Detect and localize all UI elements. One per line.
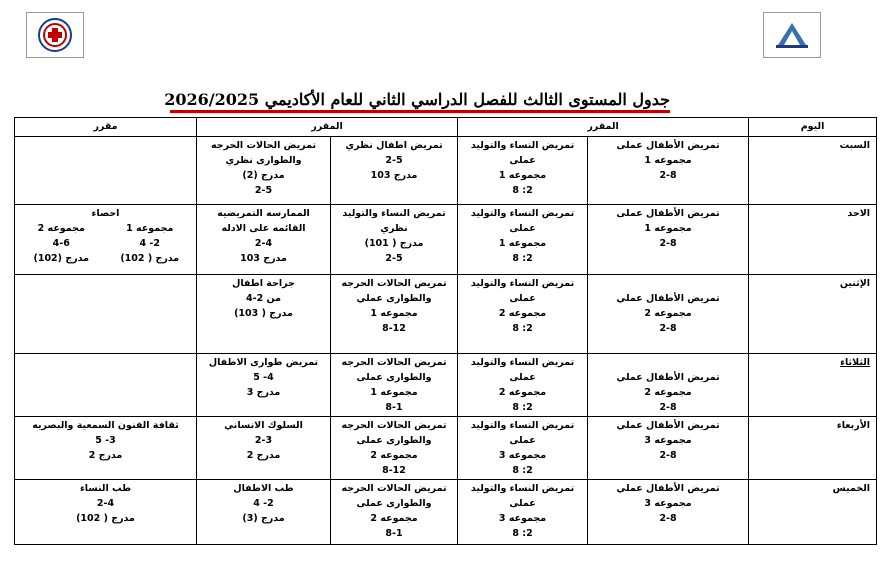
cell-text: مجموعه 2: [498, 387, 547, 398]
cell-text: مدرج 103: [240, 253, 287, 264]
cell-text: تمريض طوارى الاطفال: [208, 357, 319, 368]
table-row: [15, 205, 877, 275]
cell-text: القائمه على الادله: [221, 223, 306, 234]
cell-text: 3- 5: [95, 435, 116, 446]
cell-text: والطوارى عملي: [356, 293, 432, 304]
cell-text: مجموعه 1: [644, 223, 692, 234]
cell-text: من 2-4: [246, 293, 281, 304]
cell-text: مدرج ( 102): [120, 253, 180, 264]
header-course-3: مقرر: [15, 118, 197, 137]
course-cell: [458, 275, 588, 354]
header-row: [15, 118, 877, 137]
cell-text: تمريض الحالات الحرجه: [341, 420, 447, 431]
cell-text: عملى: [509, 372, 536, 383]
cell-text: تمريض الأطفال عملى: [616, 140, 720, 151]
cell-text: 2: 8: [512, 402, 533, 413]
cell-text: والطوارى نظري: [225, 155, 302, 166]
cell-text: مجموعه 1: [370, 387, 418, 398]
cell-text: تمريض الحالات الحرجه: [341, 357, 447, 368]
cell-text: مجموعه 2: [370, 450, 418, 461]
cell-text: 8-12: [382, 465, 406, 476]
day-label: الثلاثاء: [840, 357, 871, 368]
cell-text: تمريض الأطفال عملي: [616, 293, 720, 304]
table-row: [15, 137, 877, 205]
cell-text: 4- 5: [253, 372, 274, 383]
cell-text: الممارسه التمريضيه: [217, 208, 310, 219]
cell-text: تمريض الحالات الحرجه: [210, 140, 317, 151]
header-course-2: المقرر: [197, 118, 458, 137]
course-cell: [15, 275, 197, 354]
cell-text: تمريض الحالات الحرجه: [341, 278, 447, 289]
day-label: الخميس: [832, 483, 871, 494]
cell-text: مجموعه 1: [644, 155, 692, 166]
course-cell: [331, 137, 458, 205]
cell-text: تمريض النساء والتوليد: [470, 420, 575, 431]
cell-text: مجموعه 1: [498, 238, 547, 249]
header-course-1: المقرر: [458, 118, 749, 137]
day-cell: [749, 354, 877, 417]
cell-text: عملى: [509, 155, 536, 166]
cell-text: 2-5: [385, 253, 403, 264]
course-cell: [197, 354, 331, 417]
day-label: الإثنين: [839, 278, 871, 289]
cell-text: والطوارى عملى: [356, 435, 432, 446]
cell-text: والطوارى عملى: [356, 498, 432, 509]
course-cell: [15, 137, 197, 205]
cell-text: تمريض الأطفال عملى: [616, 208, 720, 219]
cell-text: ثقافة الفنون السمعية والبصريه: [32, 420, 179, 431]
cell-text: تمريض الأطفال عملي: [616, 420, 720, 431]
course-cell: [588, 480, 749, 545]
cell-text: مدرج 2: [246, 450, 281, 461]
day-cell: [749, 275, 877, 354]
cell-text: 2: 8: [512, 465, 533, 476]
group-2: [17, 221, 106, 266]
course-cell: [15, 417, 197, 480]
course-cell: [458, 137, 588, 205]
course-cell: [458, 417, 588, 480]
faculty-logo: [763, 12, 821, 58]
cell-text: 2-3: [254, 435, 273, 446]
course-cell: [197, 275, 331, 354]
cell-text: مدرج ( 102): [76, 513, 135, 524]
course-cell: [588, 275, 749, 354]
cell-text: تمريض النساء والتوليد: [470, 208, 575, 219]
cell-text: مدرج 3: [246, 387, 281, 398]
cell-text: عملى: [509, 498, 536, 509]
cell-text: 4-6: [52, 238, 70, 249]
cell-text: مجموعه 2: [644, 387, 692, 398]
cell-text: مجموعه 1: [126, 223, 174, 234]
cell-text: 2- 4: [139, 238, 160, 249]
cell-text: 2-4: [96, 498, 115, 509]
schedule-table: [14, 117, 877, 545]
cell-text: تمريض الأطفال عملي: [616, 483, 720, 494]
course-cell: [197, 480, 331, 545]
cell-text: 2-8: [659, 323, 677, 334]
cell-text: تمريض الحالات الحرجه: [341, 483, 447, 494]
course-cell: [15, 354, 197, 417]
course-cell: [15, 205, 197, 275]
cell-text: 2-4: [254, 238, 273, 249]
cell-text: مجموعه 2: [370, 513, 418, 524]
cell-text: تمريض النساء والتوليد: [342, 208, 446, 219]
cell-text: مجموعه 3: [498, 513, 547, 524]
cell-text: 2- 4: [253, 498, 274, 509]
course-cell: [588, 354, 749, 417]
cell-text: [590, 355, 746, 370]
cell-text: مجموعه 2: [644, 308, 692, 319]
cell-text: 2-8: [659, 450, 677, 461]
cell-text: مدرج 2: [88, 450, 123, 461]
cell-text: 2: 8: [512, 253, 533, 264]
group-1: [106, 221, 195, 266]
cell-text: مدرج ( 103): [234, 308, 293, 319]
cell-text: مجموعه 2: [37, 223, 85, 234]
day-cell: [749, 417, 877, 480]
cell-text: عملى: [509, 435, 536, 446]
cell-text: مجموعه 2: [498, 308, 547, 319]
course-cell: [331, 275, 458, 354]
course-cell: [331, 417, 458, 480]
table-row: [15, 354, 877, 417]
cell-text: مجموعه 3: [644, 498, 692, 509]
cell-text: مدرج ( 101): [364, 238, 424, 249]
cell-text: مدرج (3): [242, 513, 285, 524]
cell-text: مدرج (2): [242, 170, 285, 181]
cell-text: 2-5: [254, 185, 273, 196]
cell-text: تمريض النساء والتوليد: [470, 140, 575, 151]
course-cell: [458, 205, 588, 275]
cell-text: مجموعه 3: [498, 450, 547, 461]
course-cell: [197, 137, 331, 205]
cell-text: مدرج 103: [370, 170, 418, 181]
cell-text: نظري: [380, 223, 408, 234]
day-label: الاحد: [847, 208, 871, 219]
cell-text: تمريض النساء والتوليد: [470, 483, 575, 494]
course-cell: [331, 480, 458, 545]
day-label: الأربعاء: [836, 420, 871, 431]
table-row: [15, 480, 877, 545]
cell-text: 2-5: [385, 155, 403, 166]
cell-text: 2-8: [659, 513, 677, 524]
course-cell: [197, 205, 331, 275]
cell-text: 8-1: [385, 402, 403, 413]
cell-text: عملى: [509, 293, 536, 304]
course-cell: [588, 137, 749, 205]
cell-text: جراحة اطفال: [232, 278, 295, 289]
cell-text: مجموعه 1: [498, 170, 547, 181]
cell-text: احصاء: [91, 208, 120, 219]
cell-text: 2: 8: [512, 528, 533, 539]
cell-text: 2-8: [659, 170, 677, 181]
day-cell: [749, 205, 877, 275]
course-cell: [15, 480, 197, 545]
day-cell: [749, 480, 877, 545]
course-cell: [331, 205, 458, 275]
cell-text: السلوك الانساني: [224, 420, 303, 431]
cell-text: مدرج (102): [33, 253, 90, 264]
cell-text: [590, 276, 746, 291]
course-cell: [197, 417, 331, 480]
day-cell: [749, 137, 877, 205]
cell-text: مجموعه 1: [370, 308, 418, 319]
cell-text: مجموعه 3: [644, 435, 692, 446]
cell-text: طب النساء: [79, 483, 132, 494]
cell-text: 2-8: [659, 238, 677, 249]
day-label: السبت: [839, 140, 871, 151]
course-cell: [588, 417, 749, 480]
cell-text: 8-1: [385, 528, 403, 539]
university-logo: [26, 12, 84, 58]
course-cell: [331, 354, 458, 417]
header-day: اليوم: [749, 118, 877, 137]
course-cell: [458, 354, 588, 417]
cell-text: طب الاطفال: [233, 483, 294, 494]
split-groups: [17, 221, 194, 266]
cell-text: والطوارى عملى: [356, 372, 432, 383]
cell-text: تمريض اطفال نظري: [345, 140, 443, 151]
table-row: [15, 417, 877, 480]
cell-text: 8-12: [382, 323, 406, 334]
cell-text: تمريض النساء والتوليد: [470, 357, 575, 368]
cell-text: تمريض الأطفال عملي: [616, 372, 720, 383]
cell-text: عملى: [509, 223, 536, 234]
cell-text: 2: 8: [512, 185, 533, 196]
cell-text: تمريض النساء والتوليد: [470, 278, 575, 289]
course-cell: [588, 205, 749, 275]
course-cell: [458, 480, 588, 545]
cell-text: 2-8: [659, 402, 677, 413]
page-title: جدول المستوى الثالث للفصل الدراسي الثاني للعام الأكاديمي 2026/2025: [170, 90, 670, 113]
cell-text: 2: 8: [512, 323, 533, 334]
table-row: [15, 275, 877, 354]
